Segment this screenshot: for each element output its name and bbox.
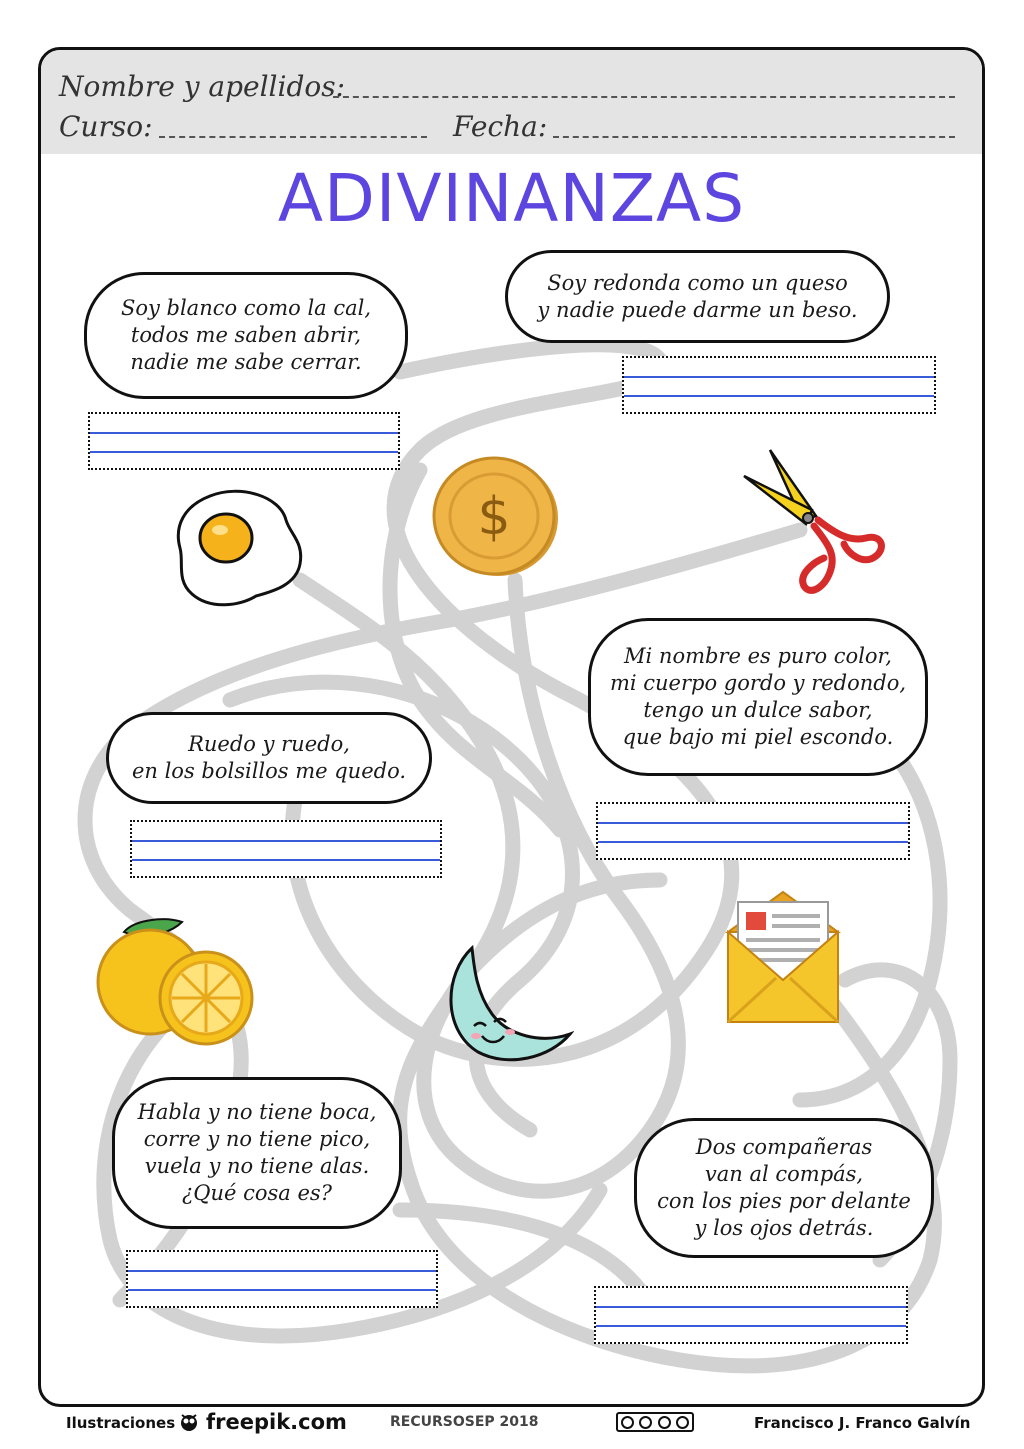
- riddle-line: todos me saben abrir,: [130, 323, 362, 347]
- answer-box-coin[interactable]: [130, 820, 442, 878]
- page-title: ADIVINANZAS: [277, 160, 746, 237]
- name-label: Nombre y apellidos:: [59, 70, 346, 103]
- riddle-egg-bubble: [84, 272, 408, 399]
- answer-box-orange[interactable]: [596, 802, 910, 860]
- riddle-line: Soy redonda como un queso: [547, 270, 848, 295]
- coin-symbol: $: [477, 487, 511, 547]
- riddle-line: y los ojos detrás.: [694, 1216, 874, 1240]
- riddle-line: van al compás,: [704, 1162, 864, 1186]
- riddle-line: mi cuerpo gordo y redondo,: [609, 671, 907, 695]
- riddle-line: vuela y no tiene alas.: [144, 1154, 370, 1178]
- coin-icon: [432, 454, 562, 580]
- answer-box-moon[interactable]: [622, 356, 936, 414]
- fried-egg-icon: [170, 486, 310, 614]
- riddle-line: que bajo mi piel escondo.: [622, 725, 894, 749]
- freepik-logo-icon: [176, 1411, 202, 1433]
- envelope-icon: [724, 888, 842, 1026]
- scissors-icon: [740, 446, 890, 606]
- illustrations-label: Ilustraciones: [66, 1414, 176, 1432]
- answer-box-egg[interactable]: [88, 412, 400, 470]
- riddle-line: Mi nombre es puro color,: [624, 644, 892, 668]
- riddle-scissors-bubble: [634, 1118, 934, 1258]
- riddle-line: en los bolsillos me quedo.: [131, 759, 407, 783]
- riddle-line: Habla y no tiene boca,: [137, 1100, 377, 1124]
- page-footer: [0, 1410, 1024, 1440]
- riddle-orange-bubble: [588, 618, 928, 776]
- moon-icon: [438, 944, 574, 1062]
- course-label: Curso:: [59, 110, 153, 143]
- answer-box-scissors[interactable]: [594, 1286, 908, 1344]
- riddle-line: Ruedo y ruedo,: [188, 732, 350, 756]
- riddle-line: nadie me sabe cerrar.: [130, 350, 362, 374]
- freepik-link[interactable]: freepik.com: [206, 1410, 347, 1434]
- date-label: Fecha:: [453, 110, 548, 143]
- answer-box-letter[interactable]: [126, 1250, 438, 1308]
- riddle-letter-bubble: [112, 1077, 402, 1229]
- riddle-coin-bubble: [106, 712, 432, 804]
- riddle-line: tengo un dulce sabor,: [643, 698, 873, 722]
- license-badge-icon: [616, 1412, 694, 1432]
- riddle-line: con los pies por delante: [657, 1189, 911, 1213]
- author-name: Francisco J. Franco Galvín: [754, 1414, 971, 1432]
- riddle-moon-bubble: [505, 250, 890, 343]
- center-label: RECURSOSEP 2018: [390, 1414, 539, 1430]
- riddle-line: Soy blanco como la cal,: [120, 296, 372, 320]
- riddle-line: Dos compañeras: [695, 1135, 873, 1159]
- riddle-line: y nadie puede darme un beso.: [537, 297, 858, 322]
- riddle-line: corre y no tiene pico,: [143, 1127, 371, 1151]
- riddle-line: ¿Qué cosa es?: [182, 1181, 332, 1205]
- orange-icon: [94, 916, 254, 1054]
